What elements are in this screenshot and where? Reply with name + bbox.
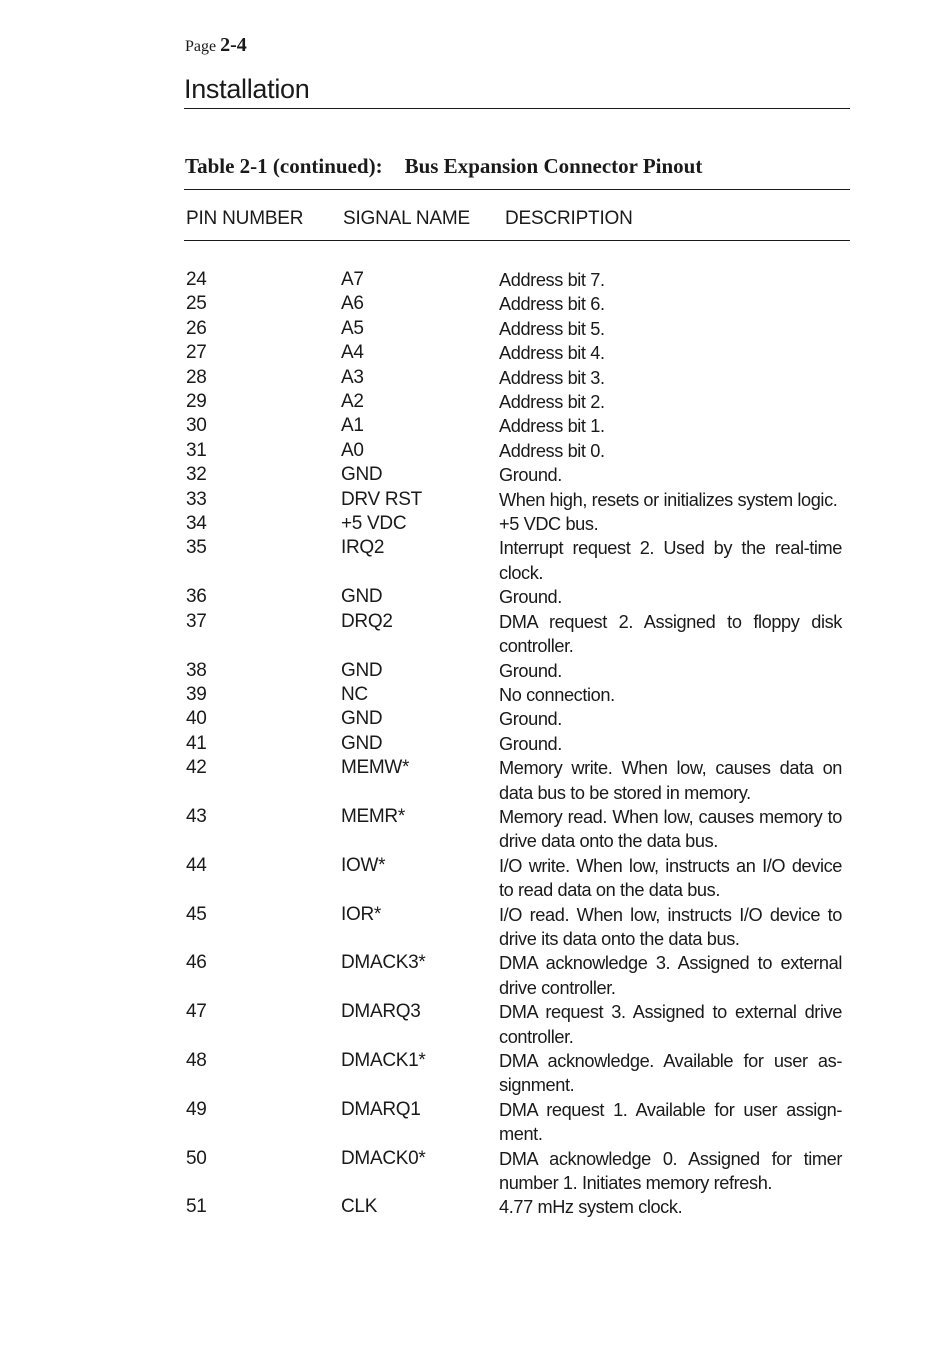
signal-name-cell: +5 VDC [341,513,407,535]
table-row [0,707,950,731]
description-cell: Address bit 4. [499,343,605,364]
description-cell: No connection. [499,684,615,705]
table-body [0,268,950,1220]
pin-number-cell: 32 [186,464,207,486]
description-cell: Ground. [499,465,562,486]
pin-number-cell: 31 [186,439,207,461]
signal-name-cell: DMACK3* [341,952,426,974]
description-cell: Address bit 7. [499,270,605,290]
table-row [0,805,950,854]
page-number [185,34,247,57]
description-cell: Address bit 0. [499,440,605,461]
table-row [0,1147,950,1196]
section-title: Installation [184,74,310,104]
pin-number-cell: 48 [186,1050,207,1071]
table-row [0,756,950,805]
pin-number-cell: 30 [186,415,207,437]
table-title [185,154,702,179]
pin-number-cell: 39 [186,683,207,705]
pin-number-cell: 24 [186,269,207,290]
pin-number-cell: 45 [186,903,207,925]
pin-number-cell: 35 [186,537,207,559]
pin-number-cell: 44 [186,854,207,876]
table-row [0,439,950,463]
pin-number-cell: 49 [186,1098,207,1120]
table-row [0,903,950,952]
column-header-description: DESCRIPTION [505,208,633,229]
description-cell: DMA request 1. Available for user assign-ment. [499,1099,842,1145]
description-cell: Address bit 2. [499,392,605,413]
signal-name-cell: GND [341,732,383,754]
description-cell: DMA acknowledge 3. Assigned to external drive controller. [499,953,842,998]
description-cell: 4.77 mHz system clock. [499,1197,683,1218]
signal-name-cell: GND [341,464,383,486]
pin-number-cell: 41 [186,732,207,754]
signal-name-cell: DRQ2 [341,610,393,632]
signal-name-cell: IOR* [341,903,381,925]
pin-number-cell: 25 [186,293,207,315]
signal-name-cell: MEMW* [341,757,410,779]
pin-number-cell: 28 [186,366,207,388]
pin-number-cell: 50 [186,1147,207,1169]
description-cell: Ground. [499,733,562,754]
pin-number-cell: 36 [186,586,207,608]
page-number-value: 2-4 [220,34,247,56]
table-row [0,317,950,341]
description-cell: Memory write. When low, causes data on data bus to be stored in memory. [499,758,842,803]
signal-name-cell: A4 [341,342,364,364]
description-cell: Address bit 6. [499,294,605,315]
description-cell: Memory read. When low, causes memory to drive data onto the data bus. [499,806,842,852]
table-row [0,854,950,903]
signal-name-cell: A3 [341,366,364,388]
table-row [0,366,950,390]
signal-name-cell: GND [341,708,383,730]
table-row [0,512,950,536]
table-row [0,292,950,316]
table-row [0,610,950,659]
table-top-rule [184,189,850,190]
description-cell: I/O read. When low, instructs I/O device to drive its data onto the data bus. [499,904,842,949]
pin-number-cell: 29 [186,391,207,413]
signal-name-cell: DMARQ3 [341,1001,421,1023]
description-cell: Address bit 3. [499,367,605,388]
signal-name-cell: GND [341,586,383,608]
signal-name-cell: DMARQ1 [341,1098,421,1120]
table-row [0,341,950,365]
description-cell: When high, resets or initializes system logic. [499,489,838,510]
header-divider [184,108,850,109]
table-row [0,732,950,756]
signal-name-cell: GND [341,659,383,681]
description-cell: Ground. [499,709,562,730]
pin-number-cell: 40 [186,708,207,730]
pin-number-cell: 47 [186,1001,207,1023]
pin-number-cell: 43 [186,805,207,827]
table-row [0,683,950,707]
signal-name-cell: A1 [341,415,364,437]
column-header-pin-number: PIN NUMBER [186,208,304,229]
signal-name-cell: NC [341,683,368,705]
table-row [0,268,950,292]
description-cell: I/O write. When low, instructs an I/O device to read data on the data bus. [499,855,842,901]
description-cell: Address bit 1. [499,416,605,437]
page-prefix: Page [185,38,217,55]
pin-number-cell: 51 [186,1196,207,1218]
signal-name-cell: A0 [341,439,364,461]
table-title-label: Table 2-1 (continued): [185,154,383,178]
description-cell: Ground. [499,587,562,608]
signal-name-cell: DRV RST [341,488,422,510]
description-cell: DMA request 2. Assigned to floppy disk controller. [499,611,842,657]
signal-name-cell: MEMR* [341,805,405,827]
description-cell: DMA acknowledge 0. Assigned for timer number 1. Initiates memory refresh. [499,1148,842,1194]
table-row [0,390,950,414]
table-row [0,536,950,585]
description-cell: Ground. [499,660,562,681]
signal-name-cell: A6 [341,293,364,315]
pin-number-cell: 34 [186,513,207,535]
description-cell: +5 VDC bus. [499,514,599,535]
description-cell: Address bit 5. [499,318,605,339]
pin-number-cell: 27 [186,342,207,364]
table-row [0,1195,950,1219]
signal-name-cell: IRQ2 [341,537,385,559]
table-title-name: Bus Expansion Connector Pinout [404,154,703,178]
signal-name-cell: A7 [341,269,364,290]
pin-number-cell: 46 [186,952,207,974]
signal-name-cell: A5 [341,317,364,339]
description-cell: Interrupt request 2. Used by the real-time clock. [499,538,842,583]
table-row [0,659,950,683]
signal-name-cell: IOW* [341,854,386,876]
signal-name-cell: CLK [341,1196,378,1218]
table-row [0,1000,950,1049]
table-row [0,1049,950,1098]
table-row [0,1098,950,1147]
table-row [0,951,950,1000]
pin-number-cell: 37 [186,610,207,632]
description-cell: DMA acknowledge. Available for user as-signment. [499,1051,842,1096]
signal-name-cell: DMACK0* [341,1147,426,1169]
table-row [0,463,950,487]
pin-number-cell: 42 [186,757,207,779]
pin-number-cell: 33 [186,488,207,510]
column-header-signal-name: SIGNAL NAME [343,208,470,229]
pin-number-cell: 38 [186,659,207,681]
table-header-rule [184,240,850,241]
table-row [0,585,950,609]
table-row [0,488,950,512]
signal-name-cell: A2 [341,391,364,413]
description-cell: DMA request 3. Assigned to external drive controller. [499,1002,842,1047]
signal-name-cell: DMACK1* [341,1050,426,1071]
table-row [0,414,950,438]
pin-number-cell: 26 [186,317,207,339]
